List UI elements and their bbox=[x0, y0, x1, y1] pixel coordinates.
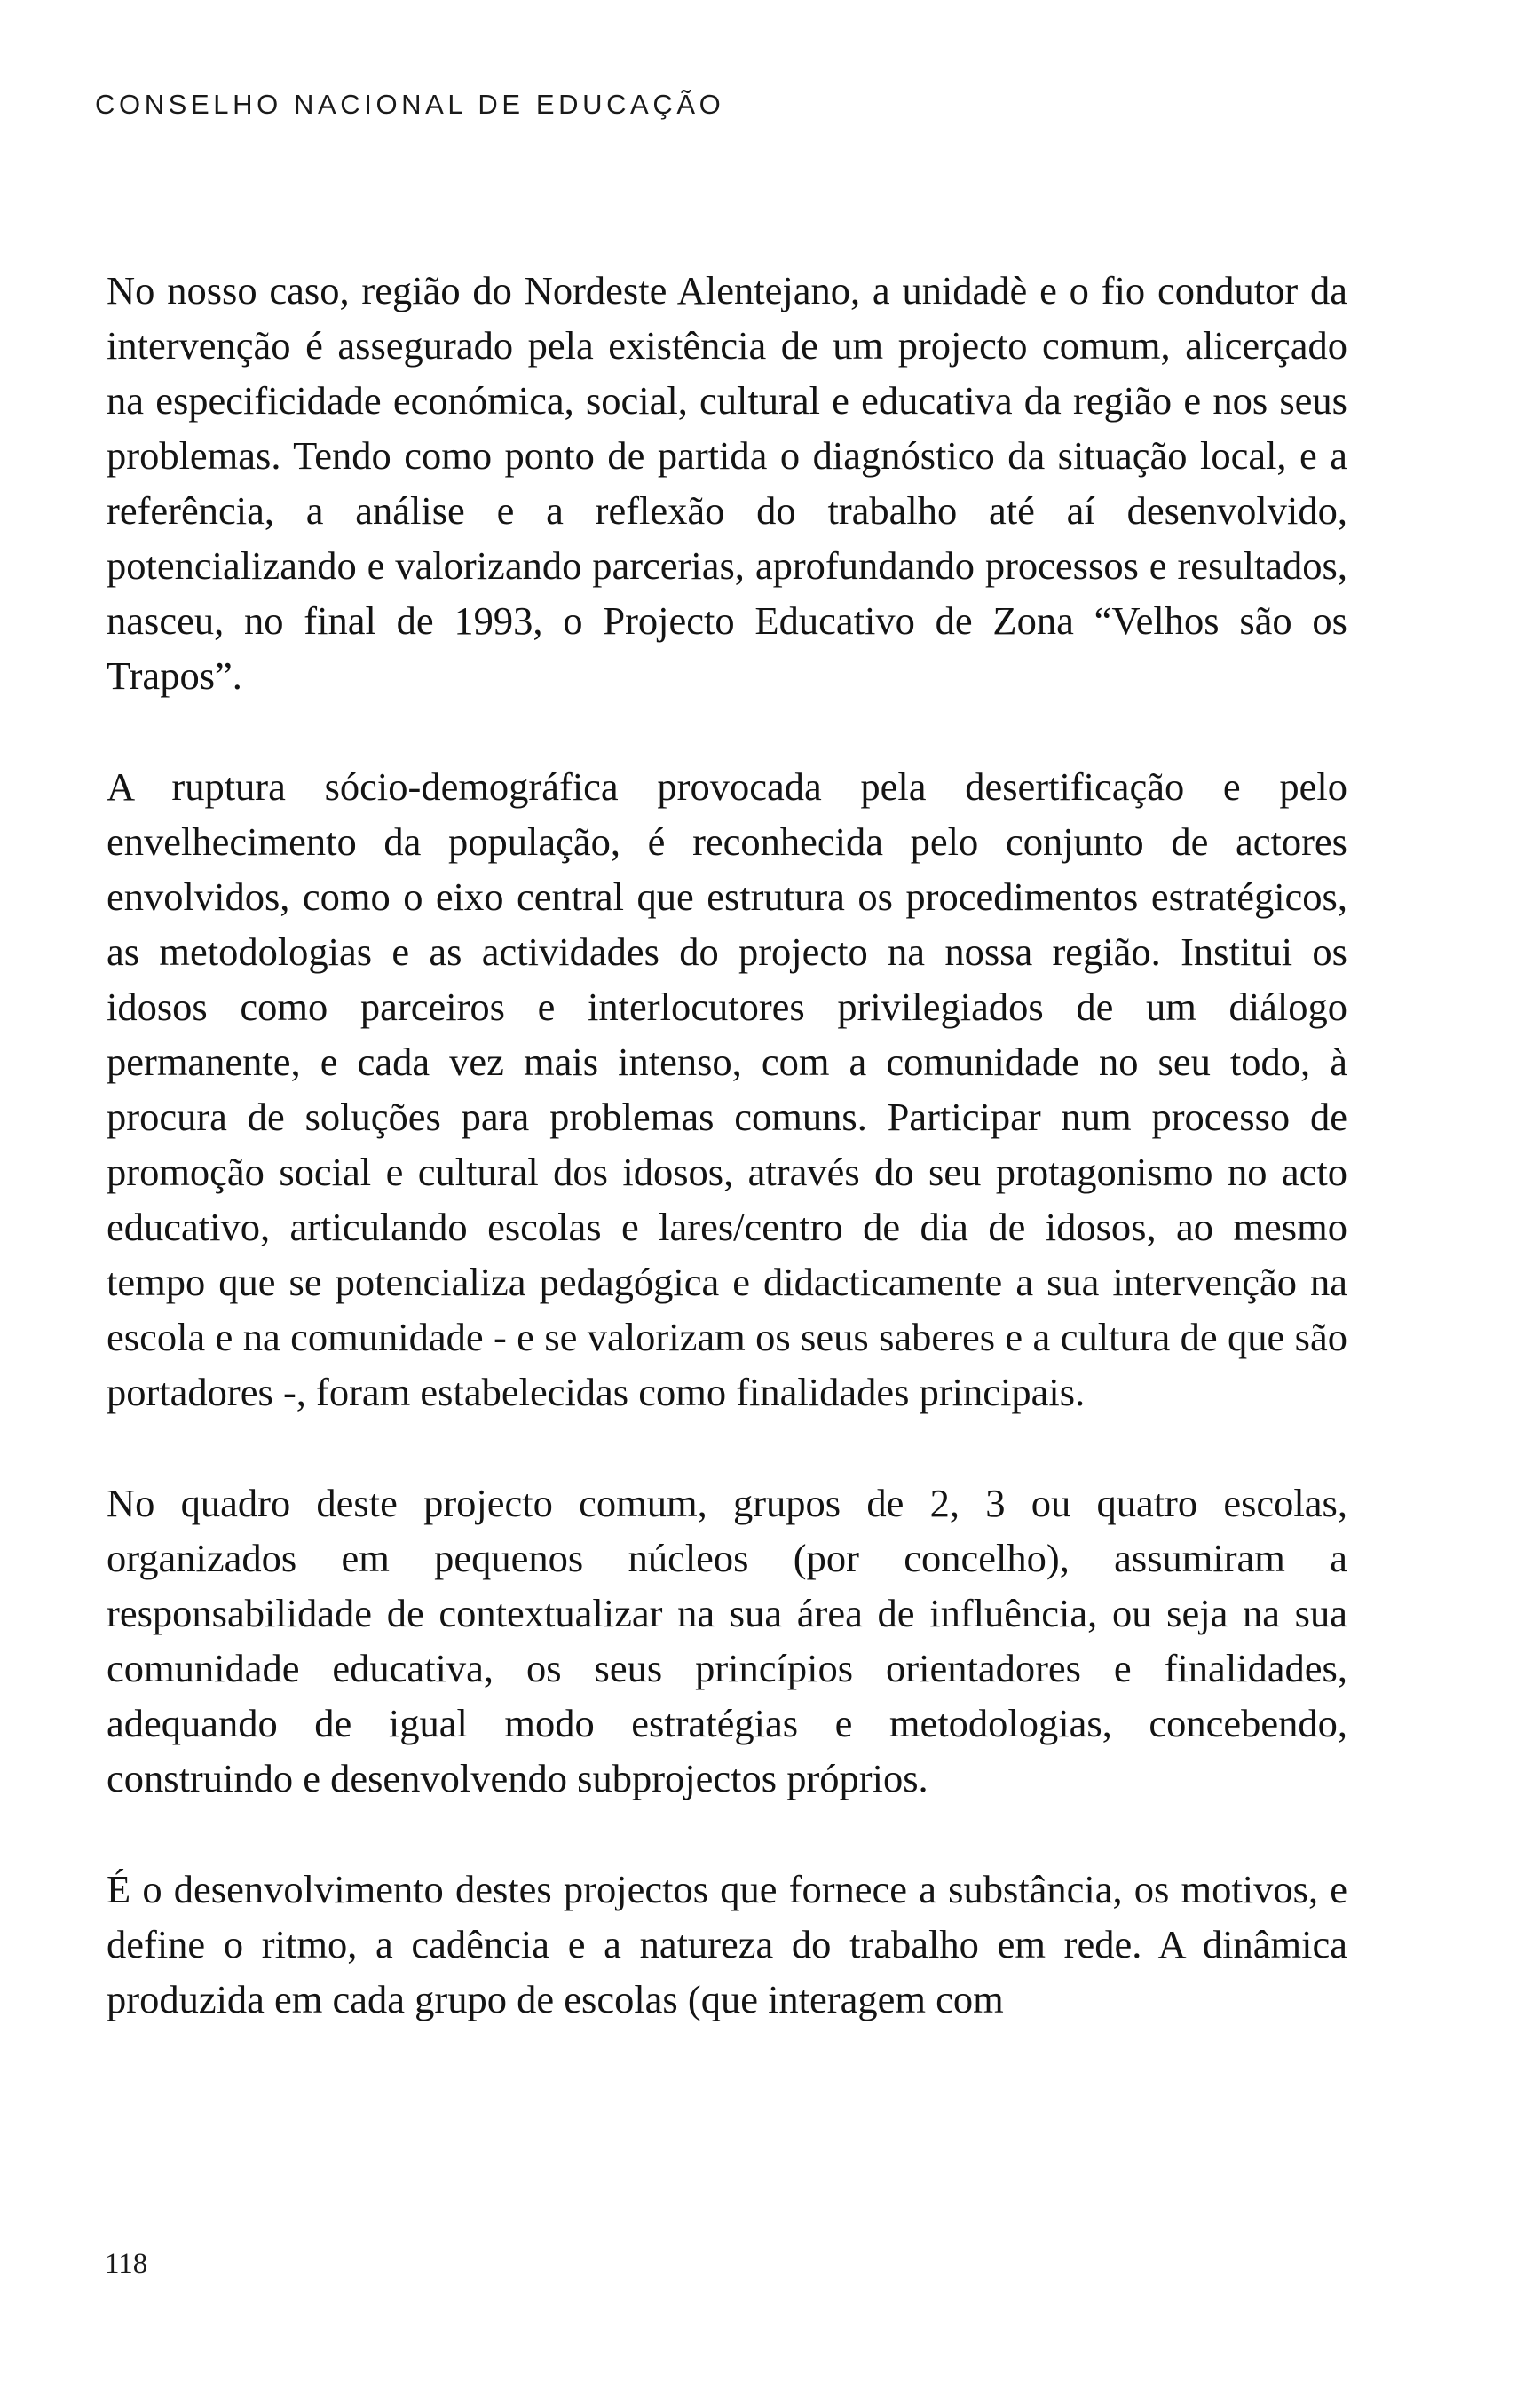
body-text bbox=[107, 263, 1347, 2027]
running-header: CONSELHO NACIONAL DE EDUCAÇÃO bbox=[95, 89, 725, 120]
paragraph-3: No quadro deste projecto comum, grupos de 2, 3 ou quatro escolas, organizados em pequenos núcleos (por concelho), assumiram a responsabilidade de contextualizar na sua área de influência, ou seja na sua comunidade educativa, os seus princípios orientadores e finalidades, adequando de igual modo estratégias e metodologias, concebendo, construindo e desenvolvendo subprojectos próprios. bbox=[107, 1481, 1347, 1800]
page-number: 118 bbox=[105, 2248, 148, 2280]
paragraph-1: No nosso caso, região do Nordeste Alentejano, a unidadè e o fio condutor da intervenção é assegurado pela existência de um projecto comum, alicerçado na especificidade económica, social, cultural e educativa da região e nos seus problemas. Tendo como ponto de partida o diagnóstico da situação local, e a referência, a análise e a reflexão do trabalho até aí desenvolvido, potencializando e valorizando parcerias, aprofundando processos e resultados, nasceu, no final de 1993, o Projecto Educativo de Zona “Velhos são os Trapos”. bbox=[107, 268, 1347, 698]
paragraph-4: É o desenvolvimento destes projectos que fornece a substância, os motivos, e define o ritmo, a cadência e a natureza do trabalho em rede. A dinâmica produzida em cada grupo de escolas (que interagem com bbox=[107, 1867, 1347, 2021]
paragraph-2: A ruptura sócio-demográfica provocada pela desertificação e pelo envelhecimento da população, é reconhecida pelo conjunto de actores envolvidos, como o eixo central que estrutura os procedimentos estratégicos, as metodologias e as actividades do projecto na nossa região. Institui os idosos como parceiros e interlocutores privilegiados de um diálogo permanente, e cada vez mais intenso, com a comunidade no seu todo, à procura de soluções para problemas comuns. Participar num processo de promoção social e cultural dos idosos, através do seu protagonismo no acto educativo, articulando escolas e lares/centro de dia de idosos, ao mesmo tempo que se potencializa pedagógica e didacticamente a sua intervenção na escola e na comunidade - e se valorizam os seus saberes e a cultura de que são portadores -, foram estabelecidas como finalidades principais. bbox=[107, 764, 1347, 1414]
